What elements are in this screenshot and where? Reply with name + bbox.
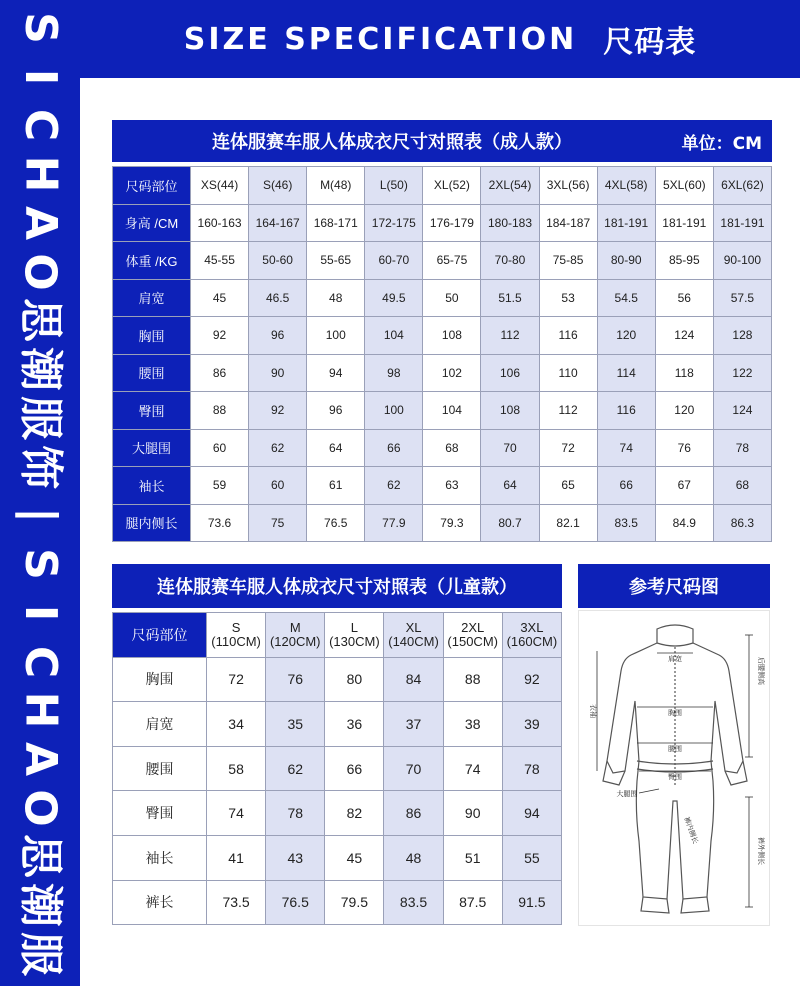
label-shoulder: 肩宽 [668, 655, 682, 663]
table-row [113, 746, 562, 791]
table-cell: 102 [423, 354, 481, 392]
table-cell: 82.1 [539, 504, 597, 542]
table-cell: 172-175 [365, 204, 423, 242]
table-cell: 184-187 [539, 204, 597, 242]
table-cell: 181-191 [597, 204, 655, 242]
table-cell: 73.6 [191, 504, 249, 542]
table-row [113, 354, 772, 392]
table-cell: 65-75 [423, 242, 481, 280]
table-cell: 116 [597, 392, 655, 430]
table-cell: 120 [597, 317, 655, 355]
side-brand-char: O [15, 252, 66, 291]
table-row [113, 317, 772, 355]
table-cell: 62 [249, 429, 307, 467]
row-label: 袖长 [113, 467, 191, 505]
table-cell: 160-163 [191, 204, 249, 242]
side-brand-char: 服 [15, 395, 66, 440]
table-cell: 83.5 [597, 504, 655, 542]
table-cell: 72 [207, 657, 266, 702]
side-brand-char: 思 [15, 298, 66, 343]
size-header-cell [266, 613, 325, 658]
table-cell: 90 [443, 791, 502, 836]
size-name: S [231, 620, 241, 636]
size-header-cell [443, 613, 502, 658]
adult-table-unit: 单位：CM [681, 133, 762, 154]
size-height: (120CM) [269, 633, 321, 649]
table-cell: 78 [502, 746, 561, 791]
table-cell: 94 [307, 354, 365, 392]
adult-table-title: 连体服赛车服人体成衣尺寸对照表（成人款） [212, 132, 572, 153]
table-cell: 2XL(54) [481, 167, 539, 205]
table-cell: 35 [266, 702, 325, 747]
size-name: 2XL [461, 620, 485, 636]
table-cell: 84 [384, 657, 443, 702]
table-cell: 96 [307, 392, 365, 430]
table-row [113, 657, 562, 702]
label-outseam: 裤外侧长 [757, 837, 765, 865]
table-cell: 86 [384, 791, 443, 836]
table-cell: 96 [249, 317, 307, 355]
size-height: (150CM) [447, 633, 498, 649]
side-brand-char: 潮 [15, 347, 66, 392]
table-row [113, 880, 562, 925]
table-cell: 66 [597, 467, 655, 505]
table-cell: 88 [191, 392, 249, 430]
table-cell: 78 [713, 429, 771, 467]
table-cell: 176-179 [423, 204, 481, 242]
table-cell: 36 [325, 702, 384, 747]
row-label: 肩宽 [113, 702, 207, 747]
table-cell: 70 [481, 429, 539, 467]
row-label: 臀围 [113, 791, 207, 836]
table-cell: 124 [655, 317, 713, 355]
side-brand-char: C [14, 109, 66, 142]
size-header-cell [207, 613, 266, 658]
table-cell: 48 [307, 279, 365, 317]
table-cell: 55 [502, 835, 561, 880]
table-cell: 60 [249, 467, 307, 505]
table-cell: 108 [481, 392, 539, 430]
side-brand-char: C [14, 645, 66, 678]
size-name: M [289, 620, 301, 636]
table-cell: 46.5 [249, 279, 307, 317]
table-cell: 66 [325, 746, 384, 791]
row-label: 身高 /CM [113, 204, 191, 242]
table-row [113, 279, 772, 317]
size-header-cell [502, 613, 561, 658]
table-cell: 59 [191, 467, 249, 505]
table-cell: 45-55 [191, 242, 249, 280]
table-row [113, 835, 562, 880]
table-cell: 104 [365, 317, 423, 355]
table-cell: 83.5 [384, 880, 443, 925]
size-header-cell [384, 613, 443, 658]
table-cell: 48 [384, 835, 443, 880]
table-row [113, 467, 772, 505]
label-thigh: 大腿围 [616, 790, 638, 798]
table-cell: 55-65 [307, 242, 365, 280]
table-cell: 68 [423, 429, 481, 467]
table-cell: 82 [325, 791, 384, 836]
table-cell: 74 [207, 791, 266, 836]
label-hip: 臀围 [668, 773, 682, 781]
table-cell: 86 [191, 354, 249, 392]
row-label: 尺码部位 [113, 167, 191, 205]
label-back-length: 后腰侧高 [757, 657, 765, 685]
table-cell: L(50) [365, 167, 423, 205]
table-cell: 62 [365, 467, 423, 505]
table-cell: 74 [443, 746, 502, 791]
table-cell: 5XL(60) [655, 167, 713, 205]
table-cell: 60-70 [365, 242, 423, 280]
table-row [113, 429, 772, 467]
side-brand-char: I [15, 68, 66, 85]
table-cell: 37 [384, 702, 443, 747]
row-label: 腿内侧长 [113, 504, 191, 542]
table-cell: 50 [423, 279, 481, 317]
table-cell: 112 [481, 317, 539, 355]
table-cell: 67 [655, 467, 713, 505]
table-cell: 75-85 [539, 242, 597, 280]
label-sleeve: 衣袖 [589, 704, 597, 718]
coverall-outline-icon [579, 611, 771, 927]
table-cell: 64 [307, 429, 365, 467]
side-brand-char: A [15, 205, 66, 240]
table-cell: 164-167 [249, 204, 307, 242]
label-chest: 胸围 [668, 709, 682, 717]
table-cell: 58 [207, 746, 266, 791]
kids-header-row [113, 613, 562, 658]
table-cell: 91.5 [502, 880, 561, 925]
table-row [113, 392, 772, 430]
table-cell: 76 [266, 657, 325, 702]
reference-title-bar [578, 564, 770, 608]
table-cell: 180-183 [481, 204, 539, 242]
row-label: 袖长 [113, 835, 207, 880]
table-row [113, 702, 562, 747]
table-cell: 39 [502, 702, 561, 747]
side-brand-char: 潮 [15, 883, 66, 928]
row-label: 尺码部位 [113, 613, 207, 658]
table-cell: 45 [191, 279, 249, 317]
size-name: XL [405, 620, 422, 636]
kids-size-table [112, 612, 562, 925]
table-cell: XS(44) [191, 167, 249, 205]
side-brand-char: H [14, 691, 66, 729]
table-cell: 76.5 [266, 880, 325, 925]
table-cell: XL(52) [423, 167, 481, 205]
kids-table-title: 连体服赛车服人体成衣尺寸对照表（儿童款） [157, 577, 517, 598]
table-cell: 79.3 [423, 504, 481, 542]
table-cell: 110 [539, 354, 597, 392]
table-cell: 3XL(56) [539, 167, 597, 205]
table-cell: 50-60 [249, 242, 307, 280]
table-cell: 51.5 [481, 279, 539, 317]
table-cell: 41 [207, 835, 266, 880]
size-name: L [350, 620, 358, 636]
page-header [80, 0, 800, 78]
row-label: 肩宽 [113, 279, 191, 317]
page-title: SIZE SPECIFICATION [183, 21, 578, 57]
table-cell: 108 [423, 317, 481, 355]
table-cell: 80 [325, 657, 384, 702]
side-brand-char: S [14, 12, 66, 44]
table-cell: 120 [655, 392, 713, 430]
table-cell: 98 [365, 354, 423, 392]
table-cell: 61 [307, 467, 365, 505]
page-title-cn: 尺码表 [603, 25, 697, 60]
table-cell: 92 [249, 392, 307, 430]
side-brand-char: I [15, 604, 66, 621]
size-name: 3XL [520, 620, 544, 636]
side-brand-char: | [14, 507, 66, 524]
table-cell: 64 [481, 467, 539, 505]
size-height: (160CM) [506, 633, 558, 649]
table-row [113, 504, 772, 542]
table-cell: 168-171 [307, 204, 365, 242]
side-brand-char: 思 [15, 834, 66, 879]
table-cell: 79.5 [325, 880, 384, 925]
row-label: 胸围 [113, 657, 207, 702]
adult-size-table [112, 166, 772, 542]
table-cell: 72 [539, 429, 597, 467]
side-brand-char: O [15, 789, 66, 827]
table-cell: 4XL(58) [597, 167, 655, 205]
table-cell: 86.3 [713, 504, 771, 542]
table-cell: 68 [713, 467, 771, 505]
table-row [113, 204, 772, 242]
label-waist: 腰围 [668, 745, 682, 753]
row-label: 大腿围 [113, 429, 191, 467]
size-height: (130CM) [329, 633, 380, 649]
table-cell: 56 [655, 279, 713, 317]
table-cell: 100 [307, 317, 365, 355]
table-cell: 74 [597, 429, 655, 467]
row-label: 腰围 [113, 354, 191, 392]
table-cell: 51 [443, 835, 502, 880]
adult-header-row [113, 167, 772, 205]
kids-table-title-bar [112, 564, 562, 608]
table-cell: 76 [655, 429, 713, 467]
side-brand-bar [0, 0, 80, 986]
side-brand-text [0, 0, 80, 986]
table-cell: 118 [655, 354, 713, 392]
table-cell: S(46) [249, 167, 307, 205]
table-cell: 49.5 [365, 279, 423, 317]
table-cell: 65 [539, 467, 597, 505]
side-brand-char: S [14, 548, 66, 580]
table-cell: M(48) [307, 167, 365, 205]
table-cell: 92 [502, 657, 561, 702]
row-label: 胸围 [113, 317, 191, 355]
table-cell: 181-191 [655, 204, 713, 242]
table-cell: 38 [443, 702, 502, 747]
table-cell: 63 [423, 467, 481, 505]
size-header-cell [325, 613, 384, 658]
table-cell: 181-191 [713, 204, 771, 242]
table-cell: 45 [325, 835, 384, 880]
table-cell: 124 [713, 392, 771, 430]
table-cell: 75 [249, 504, 307, 542]
table-cell: 70 [384, 746, 443, 791]
table-cell: 90-100 [713, 242, 771, 280]
label-inseam: 裤内侧长 [682, 815, 700, 845]
table-cell: 94 [502, 791, 561, 836]
table-cell: 6XL(62) [713, 167, 771, 205]
table-row [113, 242, 772, 280]
table-cell: 43 [266, 835, 325, 880]
table-cell: 78 [266, 791, 325, 836]
adult-table-title-bar [112, 120, 772, 162]
table-cell: 116 [539, 317, 597, 355]
table-cell: 112 [539, 392, 597, 430]
side-brand-char: 饰 [15, 444, 66, 489]
row-label: 腰围 [113, 746, 207, 791]
table-cell: 128 [713, 317, 771, 355]
table-cell: 70-80 [481, 242, 539, 280]
table-cell: 92 [191, 317, 249, 355]
table-cell: 87.5 [443, 880, 502, 925]
row-label: 裤长 [113, 880, 207, 925]
table-cell: 80-90 [597, 242, 655, 280]
side-brand-char: A [15, 741, 66, 777]
table-cell: 66 [365, 429, 423, 467]
row-label: 体重 /KG [113, 242, 191, 280]
table-cell: 85-95 [655, 242, 713, 280]
size-height: (110CM) [211, 633, 261, 649]
table-cell: 106 [481, 354, 539, 392]
table-cell: 76.5 [307, 504, 365, 542]
table-cell: 100 [365, 392, 423, 430]
row-label: 臀围 [113, 392, 191, 430]
size-height: (140CM) [388, 633, 439, 649]
table-cell: 54.5 [597, 279, 655, 317]
table-cell: 114 [597, 354, 655, 392]
table-cell: 53 [539, 279, 597, 317]
side-brand-char: 服 [15, 931, 66, 976]
table-cell: 73.5 [207, 880, 266, 925]
table-cell: 57.5 [713, 279, 771, 317]
table-cell: 122 [713, 354, 771, 392]
table-cell: 62 [266, 746, 325, 791]
table-cell: 88 [443, 657, 502, 702]
table-cell: 77.9 [365, 504, 423, 542]
table-cell: 34 [207, 702, 266, 747]
table-cell: 60 [191, 429, 249, 467]
table-cell: 104 [423, 392, 481, 430]
table-cell: 80.7 [481, 504, 539, 542]
table-cell: 90 [249, 354, 307, 392]
side-brand-char: H [14, 155, 66, 193]
reference-title: 参考尺码图 [629, 577, 719, 598]
table-cell: 84.9 [655, 504, 713, 542]
reference-diagram [578, 610, 770, 926]
table-row [113, 791, 562, 836]
